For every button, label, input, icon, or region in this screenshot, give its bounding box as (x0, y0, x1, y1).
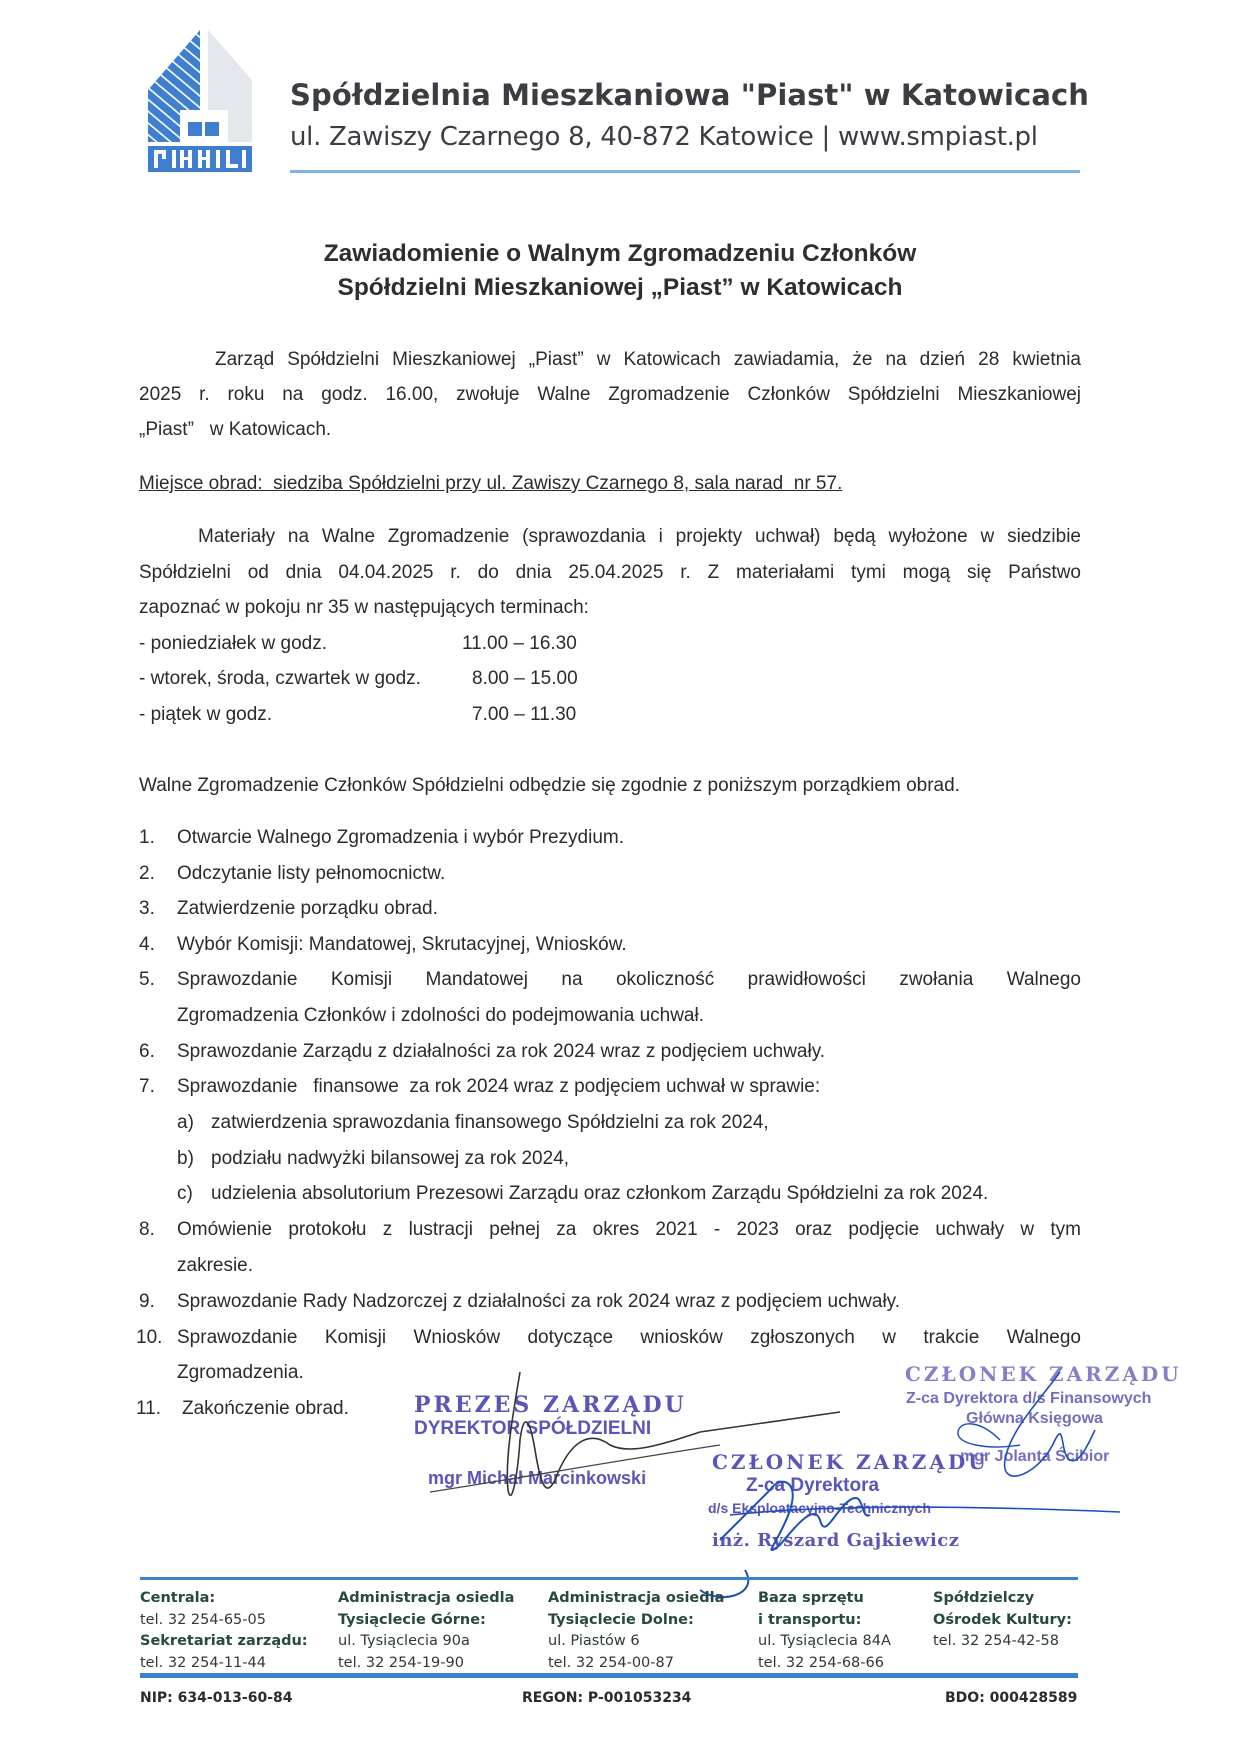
agenda-number: 10. (136, 1327, 163, 1348)
footer-column-culture-center (933, 1588, 1072, 1653)
agenda-intro: Walne Zgromadzenie Członków Spółdzielni odbędzie się zgodnie z poniższym porządkiem obrad. (139, 775, 960, 796)
agenda-item: Otwarcie Walnego Zgromadzenia i wybór Prezydium. (177, 827, 625, 848)
agenda-number: 8. (139, 1219, 155, 1240)
materials-line-2: Spółdzielni od dnia 04.04.2025 r. do dnia 25.04.2025 r. Z materiałami tymi mogą się Państwo (139, 562, 1081, 583)
footer-phone: tel. 32 254-65-05 (140, 1611, 266, 1628)
footer-phone: tel. 32 254-11-44 (140, 1654, 266, 1671)
agenda-item: Sprawozdanie Zarządu z działalności za rok 2024 wraz z podjęciem uchwały. (177, 1041, 826, 1062)
agenda-item-continuation: zakresie. (177, 1255, 254, 1276)
technical-member-stamp-name: inż. Ryszard Gajkiewicz (712, 1530, 960, 1551)
footer-top-divider (140, 1577, 1078, 1580)
footer-phone: tel. 32 254-00-87 (548, 1654, 674, 1671)
venue-text: Miejsce obrad: siedziba Spółdzielni przy ul. Zawiszy Czarnego 8, sala narad nr 57. (139, 473, 843, 494)
footer-label: Baza sprzętu (758, 1590, 864, 1606)
intro-line-2: 2025 r. roku na godz. 16.00, zwołuje Walne Zgromadzenie Członków Spółdzielni Mieszkaniowej (139, 384, 1081, 405)
president-stamp-title: PREZES ZARZĄDU (414, 1392, 687, 1418)
footer-label: Administracja osiedla (548, 1590, 725, 1606)
footer-label: Sekretariat zarządu: (140, 1633, 308, 1649)
footer-label: Ośrodek Kultury: (933, 1611, 1072, 1628)
schedule-days: - wtorek, środa, czwartek w godz. (139, 668, 421, 689)
finance-member-stamp-role: Z-ca Dyrektora d/s Finansowych (906, 1390, 1152, 1407)
agenda-item: Sprawozdanie Komisji Mandatowej na okoliczność prawidłowości zwołania Walnego (177, 969, 1081, 990)
agenda-number: 3. (139, 898, 155, 919)
agenda-number: 2. (139, 863, 155, 884)
agenda-item: Zatwierdzenie porządku obrad. (177, 898, 438, 919)
agenda-item: Zakończenie obrad. (182, 1398, 349, 1419)
footer-column-tysiaclecie-dolne (548, 1588, 724, 1674)
finance-member-stamp-position: Główna Księgowa (966, 1410, 1103, 1427)
schedule-days: - piątek w godz. (139, 704, 273, 725)
schedule-hours: 7.00 – 11.30 (472, 704, 577, 725)
agenda-item: Odczytanie listy pełnomocnictw. (177, 863, 446, 884)
footer-label: Tysiąclecie Górne: (338, 1611, 486, 1628)
agenda-number: 6. (139, 1041, 155, 1062)
nip-number: NIP: 634-013-60-84 (140, 1690, 293, 1706)
organization-name: Spółdzielnia Mieszkaniowa "Piast" w Katowicach (290, 78, 1090, 112)
schedule-days: - poniedziałek w godz. (139, 633, 327, 654)
schedule-hours: 11.00 – 16.30 (462, 633, 577, 654)
footer-column-equipment-base (758, 1588, 891, 1674)
footer-phone: tel. 32 254-19-90 (338, 1654, 464, 1671)
agenda-item-continuation: Zgromadzenia. (177, 1362, 304, 1383)
bdo-number: BDO: 000428589 (945, 1690, 1078, 1706)
agenda-subitem: podziału nadwyżki bilansowej za rok 2024, (211, 1148, 570, 1169)
intro-line-3: „Piast” w Katowicach. (139, 419, 332, 440)
agenda-item: Wybór Komisji: Mandatowej, Skrutacyjnej, Wniosków. (177, 934, 627, 955)
finance-member-stamp-title: CZŁONEK ZARZĄDU (905, 1362, 1182, 1386)
footer-address: ul. Piastów 6 (548, 1633, 640, 1649)
document-title-line-1: Zawiadomienie o Walnym Zgromadzeniu Członków (323, 240, 917, 267)
intro-line-1: Zarząd Spółdzielni Mieszkaniowej „Piast” w Katowicach zawiadamia, że na dzień 28 kwietnia (215, 349, 1081, 370)
agenda-item: Sprawozdanie Rady Nadzorczej z działalności za rok 2024 wraz z podjęciem uchwały. (177, 1291, 901, 1312)
agenda-item: Omówienie protokołu z lustracji pełnej za okres 2021 - 2023 oraz podjęcie uchwały w tym (177, 1219, 1081, 1240)
president-stamp-role: DYREKTOR SPÓŁDZIELNI (414, 1418, 652, 1439)
document-title-line-2: Spółdzielni Mieszkaniowej „Piast” w Katowicach (337, 274, 903, 301)
finance-member-stamp-name: mgr Jolanta Ścibior (960, 1448, 1110, 1465)
agenda-item: Sprawozdanie Komisji Wniosków dotyczące wniosków zgłoszonych w trakcie Walnego (177, 1327, 1081, 1348)
footer-address: ul. Tysiąclecia 90a (338, 1633, 470, 1649)
technical-member-stamp-dept: d/s Eksploatacyjno-Technicznych (708, 1500, 932, 1516)
footer-label: Spółdzielczy (933, 1590, 1035, 1606)
materials-line-3: zapoznać w pokoju nr 35 w następujących terminach: (139, 597, 589, 618)
footer-address: ul. Tysiąclecia 84A (758, 1633, 891, 1649)
agenda-number: 11. (136, 1398, 162, 1419)
organization-address: ul. Zawiszy Czarnego 8, 40-872 Katowice | www.smpiast.pl (290, 122, 1038, 152)
header-divider (290, 170, 1080, 173)
agenda-subitem: zatwierdzenia sprawozdania finansowego Spółdzielni za rok 2024, (211, 1112, 769, 1133)
agenda-item-continuation: Zgromadzenia Członków i zdolności do podejmowania uchwał. (177, 1005, 704, 1026)
footer-phone: tel. 32 254-42-58 (933, 1633, 1059, 1649)
technical-member-stamp-role: Z-ca Dyrektora (746, 1475, 880, 1496)
footer-phone: tel. 32 254-68-66 (758, 1654, 884, 1671)
agenda-subitem-letter: b) (177, 1148, 194, 1169)
agenda-number: 9. (139, 1291, 155, 1312)
president-stamp-name: mgr Michał Marcinkowski (428, 1468, 647, 1488)
footer-label: Administracja osiedla (338, 1590, 515, 1606)
materials-line-1: Materiały na Walne Zgromadzenie (sprawozdania i projekty uchwał) będą wyłożone w siedzibie (198, 526, 1081, 547)
agenda-subitem: udzielenia absolutorium Prezesowi Zarządu oraz członkom Zarządu Spółdzielni za rok 2024. (211, 1183, 989, 1204)
agenda-number: 1. (139, 827, 155, 848)
agenda-item: Sprawozdanie finansowe za rok 2024 wraz z podjęciem uchwał w sprawie: (177, 1076, 821, 1097)
footer-column-tysiaclecie-gorne (338, 1588, 514, 1674)
footer-label: Tysiąclecie Dolne: (548, 1611, 694, 1628)
agenda-number: 7. (139, 1076, 155, 1097)
footer-bottom-divider (140, 1673, 1078, 1678)
building-logo-icon (148, 30, 264, 172)
schedule-hours: 8.00 – 15.00 (472, 668, 578, 689)
agenda-subitem-letter: c) (177, 1183, 193, 1204)
regon-number: REGON: P-001053234 (522, 1690, 692, 1706)
technical-member-stamp-title: CZŁONEK ZARZĄDU (712, 1450, 989, 1474)
agenda-number: 5. (139, 969, 155, 990)
footer-label: Centrala: (140, 1590, 216, 1606)
footer-column-central (140, 1588, 308, 1674)
agenda-number: 4. (139, 934, 155, 955)
agenda-subitem-letter: a) (177, 1112, 194, 1133)
footer-label: i transportu: (758, 1611, 862, 1628)
